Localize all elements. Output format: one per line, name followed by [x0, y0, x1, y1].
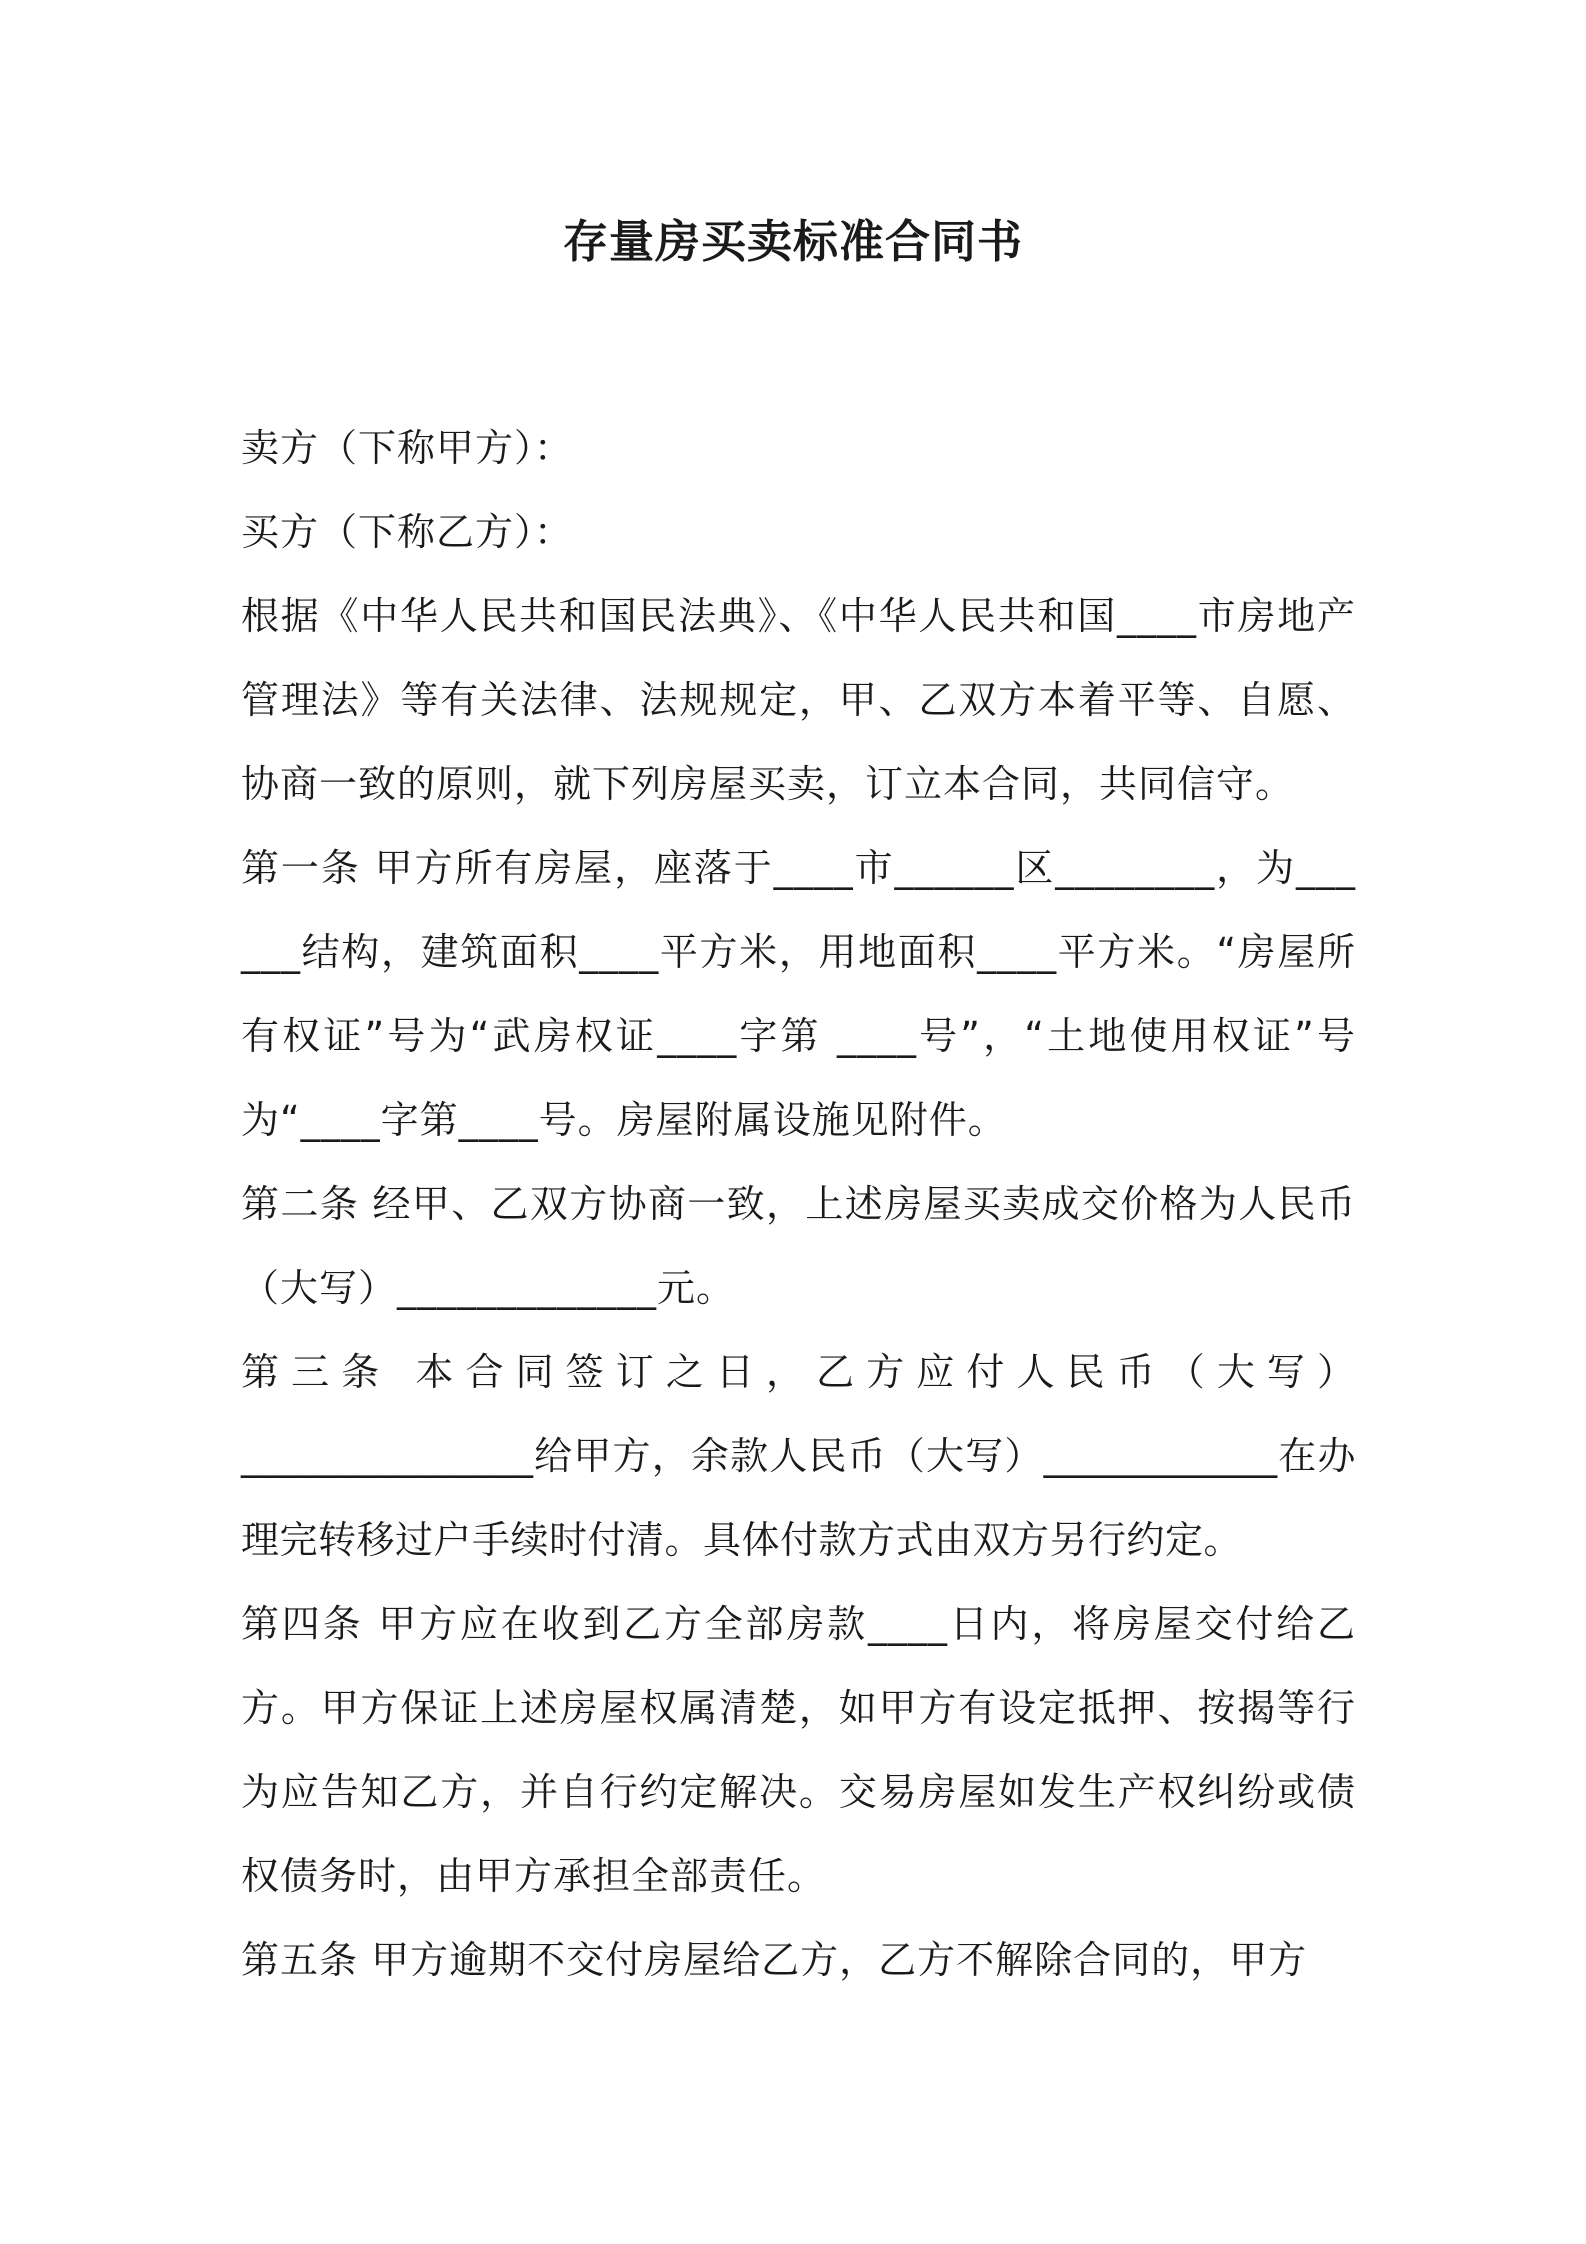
article-3: 第三条 本合同签订之日，乙方应付人民币（大写） — [241, 1350, 1356, 1394]
article-5: 第五条 甲方逾期不交付房屋给乙方，乙方不解除合同的，甲方 — [241, 1938, 1308, 1982]
document-title: 存量房买卖标准合同书 — [562, 215, 1023, 268]
article-4: 第四条 甲方应在收到乙方全部房款____日内，将房屋交付给乙方。甲方保证上述房屋权属清楚，如甲方有设定抵押、按揭等行为应告知乙方，并自行约定解决。交易房屋如发生产权纠纷或债权债务时，由甲方承担全部责任。 — [241, 1602, 1356, 1898]
preamble-paragraph: 根据《中华人民共和国民法典》、《中华人民共和国____市房地产管理法》等有关法律、法规规定，甲、乙双方本着平等、自愿、协商一致的原则，就下列房屋买卖，订立本合同，共同信守。 — [241, 594, 1356, 806]
seller-line: 卖方（下称甲方）： — [241, 426, 574, 470]
article-2: 第二条 经甲、乙双方协商一致，上述房屋买卖成交价格为人民币（大写）_____________元。 — [241, 1182, 1356, 1310]
buyer-line: 买方（下称乙方）： — [241, 510, 574, 554]
contract-body — [241, 406, 1356, 2002]
article-1: 第一条 甲方所有房屋，座落于____市______区________，为______结构，建筑面积____平方米，用地面积____平方米。“房屋所有权证”号为“武房权证____字第 ____号”，“土地使用权证”号为“____字第____号。房屋附属设施见附件。 — [241, 846, 1356, 1142]
article-3-continued: _______________给甲方，余款人民币（大写）____________在办理完转移过户手续时付清。具体付款方式由双方另行约定。 — [241, 1434, 1356, 1562]
